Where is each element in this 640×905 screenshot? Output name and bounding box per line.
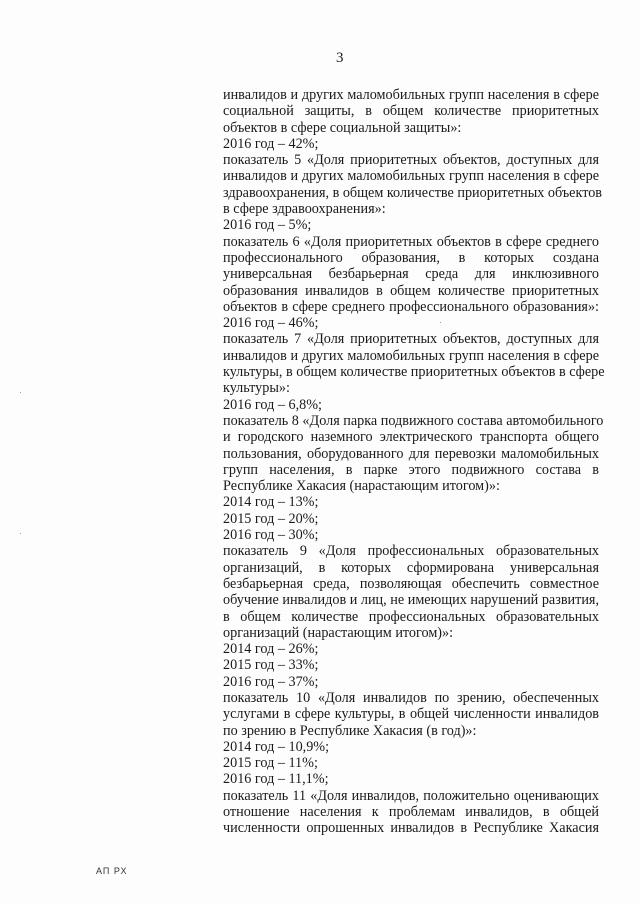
- text-line: по зрению в Республике Хакасия (в год)»:: [223, 722, 477, 739]
- text-line: инвалидов и других маломобильных групп населения в сфере: [223, 87, 599, 103]
- text-line: 2015 год – 33%;: [223, 657, 319, 674]
- text-line: показатель 9 «Доля профессиональных образовательных: [223, 543, 599, 560]
- text-line: универсальная безбарьерная среда для инклюзивного: [223, 266, 599, 283]
- text-line: в сфере здравоохранения»:: [223, 201, 386, 218]
- text-line: численности опрошенных инвалидов в Республике Хакасия: [223, 820, 599, 837]
- text-line: объектов в сфере социальной защиты»:: [223, 119, 462, 136]
- text-line: показатель 7 «Доля приоритетных объектов, доступных для: [223, 331, 599, 348]
- text-line: показатель 10 «Доля инвалидов по зрению, обеспеченных: [223, 689, 599, 706]
- text-line: объектов в сфере среднего профессионального образования»:: [223, 298, 599, 315]
- text-line: инвалидов и других маломобильных групп населения в сфере: [223, 168, 599, 185]
- text-line: организаций, в которых сформирована универсальная: [223, 559, 599, 576]
- text-line: 2016 год – 42%;: [223, 135, 319, 152]
- text-line: 2015 год – 11%;: [223, 755, 318, 772]
- text-line: 2014 год – 13%;: [223, 494, 319, 511]
- text-line: социальной защиты, в общем количестве приоритетных: [223, 103, 599, 120]
- text-line: здравоохранения, в общем количестве приоритетных объектов: [223, 184, 602, 201]
- text-line: и городского наземного электрического транспорта общего: [223, 429, 599, 446]
- text-line: культуры, в общем количестве приоритетных объектов в сфере: [223, 364, 605, 381]
- text-line: отношение населения к проблемам инвалидов, в общей: [223, 804, 599, 821]
- text-line: образования инвалидов в общем количестве приоритетных: [223, 282, 599, 299]
- text-line: организаций (нарастающим итогом)»:: [223, 624, 454, 641]
- scan-speck: [20, 533, 21, 534]
- footer-mark: АП РХ: [96, 866, 128, 876]
- text-line: групп населения, в парке этого подвижного состава в: [223, 461, 599, 478]
- text-line: Республике Хакасия (нарастающим итогом)»:: [223, 478, 500, 495]
- text-line: 2016 год – 37%;: [223, 673, 319, 690]
- text-line: 2015 год – 20%;: [223, 510, 319, 527]
- text-line: безбарьерная среда, позволяющая обеспечить совместное: [223, 575, 599, 592]
- text-line: 2016 год – 6,8%;: [223, 396, 322, 413]
- text-line: инвалидов и других маломобильных групп населения в сфере: [223, 347, 599, 364]
- text-line: профессионального образования, в которых создана: [223, 249, 599, 266]
- text-line: пользования, оборудованного для перевозки маломобильных: [223, 445, 599, 462]
- text-line: показатель 5 «Доля приоритетных объектов, доступных для: [223, 152, 599, 169]
- text-line: культуры»:: [223, 380, 290, 397]
- text-line: услугами в сфере культуры, в общей численности инвалидов: [223, 706, 599, 723]
- text-line: показатель 11 «Доля инвалидов, положительно оценивающих: [223, 787, 599, 804]
- text-line: 2016 год – 11,1%;: [223, 771, 329, 788]
- text-line: 2016 год – 46%;: [223, 315, 319, 332]
- text-line: в общем количестве профессиональных образовательных: [223, 608, 599, 625]
- scan-speck: [20, 392, 21, 393]
- text-line: 2016 год – 5%;: [223, 217, 312, 234]
- text-line: показатель 6 «Доля приоритетных объектов в сфере среднего: [223, 233, 599, 250]
- text-line: 2014 год – 10,9%;: [223, 738, 330, 755]
- page-number: 3: [336, 50, 344, 66]
- text-line: обучение инвалидов и лиц, не имеющих нарушений развития,: [223, 592, 599, 609]
- text-line: показатель 8 «Доля парка подвижного состава автомобильного: [223, 412, 604, 429]
- scan-speck: [440, 322, 441, 323]
- body-text: [223, 87, 605, 837]
- text-line: 2014 год – 26%;: [223, 641, 319, 658]
- text-line: 2016 год – 30%;: [223, 527, 319, 544]
